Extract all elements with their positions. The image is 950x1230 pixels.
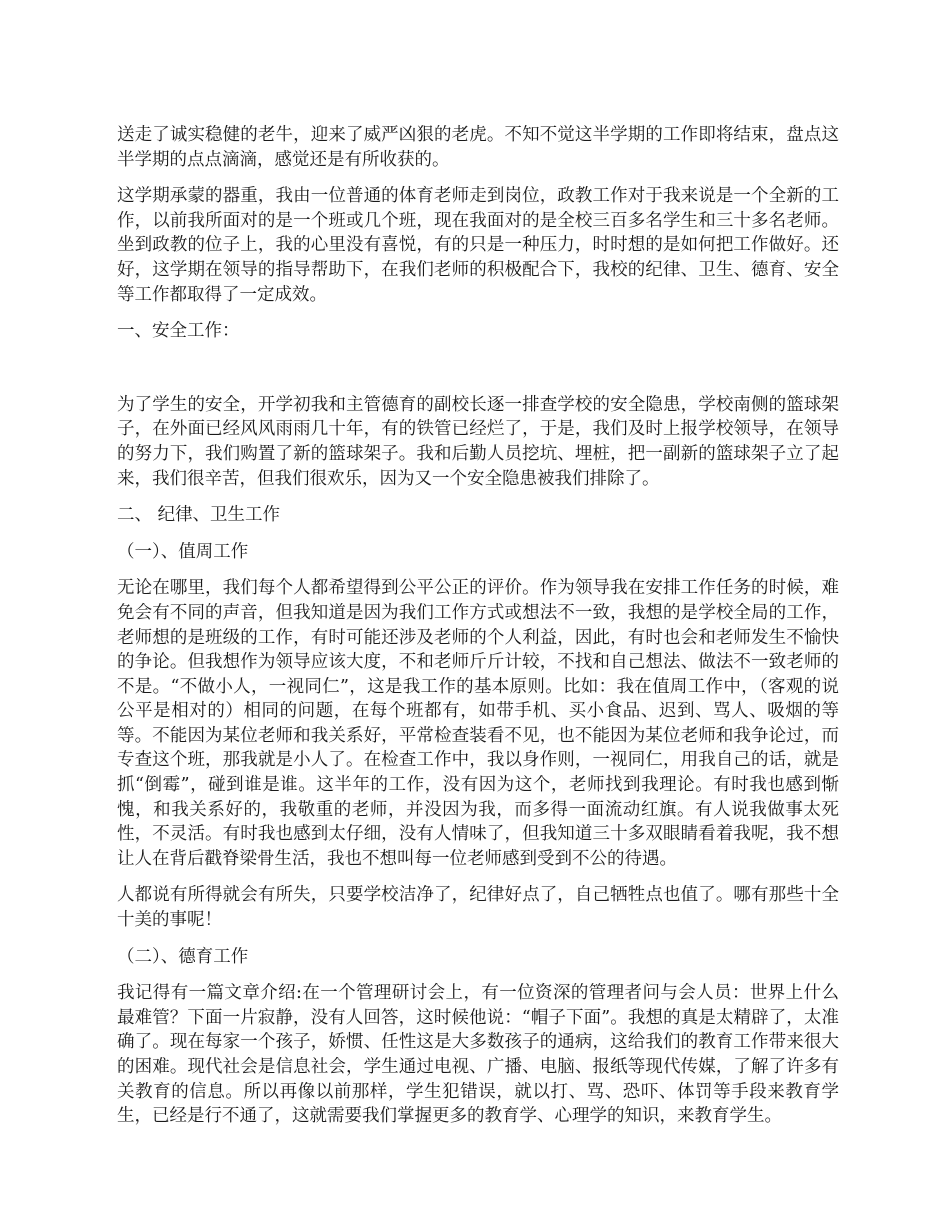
overview-paragraph: 这学期承蒙的器重，我由一位普通的体育老师走到岗位，政教工作对于我来说是一个全新的工作，以前我所面对的是一个班或几个班，现在我面对的是全校三百多名学生和三十多名老师。坐到政教的位子上，我的心里没有喜悦，有的只是一种压力，时时想的是如何把工作做好。还好，这学期在领导的指导帮助下，在我们老师的积极配合下，我校的纪律、卫生、德育、安全等工作都取得了一定成效。 — [117, 186, 839, 305]
intro-paragraph: 送走了诚实稳健的老牛，迎来了威严凶狠的老虎。不知不觉这半学期的工作即将结束，盘点这半学期的点点滴滴，感觉还是有所收获的。 — [117, 125, 839, 170]
moral-education-paragraph: 我记得有一篇文章介绍:在一个管理研讨会上，有一位资深的管理者问与会人员：世界上什么最难管？下面一片寂静，没有人回答，这时候他说：“帽子下面”。我想的真是太精辟了，太准确了。现在每家一个孩子，娇惯、任性这是大多数孩子的通病，这给我们的教育工作带来很大的困难。现代社会是信息社会，学生通过电视、广播、电脑、报纸等现代传媒，了解了许多有关教育的信息。所以再像以前那样，学生犯错误，就以打、骂、恐吓、体罚等手段来教育学生，已经是行不通了，这就需要我们掌握更多的教育学、心理学的知识，来教育学生。 — [117, 983, 839, 1127]
subsection-heading-duty-week: （一）、值周工作 — [117, 541, 249, 562]
duty-week-paragraph: 无论在哪里，我们每个人都希望得到公平公正的评价。作为领导我在安排工作任务的时候，难免会有不同的声音，但我知道是因为我们工作方式或想法不一致，我想的是学校全局的工作，老师想的是班级的工作，有时可能还涉及老师的个人利益，因此，有时也会和老师发生不愉快的争论。但我想作为领导应该大度，不和老师斤斤计较，不找和自己想法、做法不一致老师的不是。“不做小人，一视同仁”，这是我工作的基本原则。比如：我在值周工作中，（客观的说公平是相对的）相同的问题，在每个班都有，如带手机、买小食品、迟到、骂人、吸烟的等等。不能因为某位老师和我关系好，平常检查装看不见，也不能因为某位老师和我争论过，而专查这个班，那我就是小人了。在检查工作中，我以身作则，一视同仁，用我自己的话，就是抓“倒霉”，碰到谁是谁。这半年的工作，没有因为这个，老师找到我理论。有时我也感到惭愧，和我关系好的，我敬重的老师，并没因为我，而多得一面流动红旗。有人说我做事太死性，不灵活。有时我也感到太仔细，没有人情味了，但我知道三十多双眼睛看着我呢，我不想让人在背后戳脊梁骨生活，我也不想叫每一位老师感到受到不公的待遇。 — [117, 578, 839, 869]
safety-paragraph: 为了学生的安全，开学初我和主管德育的副校长逐一排查学校的安全隐患，学校南侧的篮球架子，在外面已经风风雨雨几十年，有的铁管已经烂了，于是，我们及时上报学校领导，在领导的努力下，我们购置了新的篮球架子。我和后勤人员挖坑、埋桩，把一副新的篮球架子立了起来，我们很辛苦，但我们很欢乐，因为又一个安全隐患被我们排除了。 — [117, 394, 839, 489]
sacrifice-paragraph: 人都说有所得就会有所失，只要学校洁净了，纪律好点了，自己牺牲点也值了。哪有那些十全十美的事呢！ — [117, 885, 839, 931]
document-body — [117, 123, 839, 1141]
blank-space — [117, 356, 839, 393]
subsection-heading-moral-education: （二）、德育工作 — [117, 946, 249, 967]
section-heading-safety: 一、安全工作： — [117, 321, 240, 342]
section-heading-discipline: 二、 纪律、卫生工作 — [117, 505, 281, 526]
